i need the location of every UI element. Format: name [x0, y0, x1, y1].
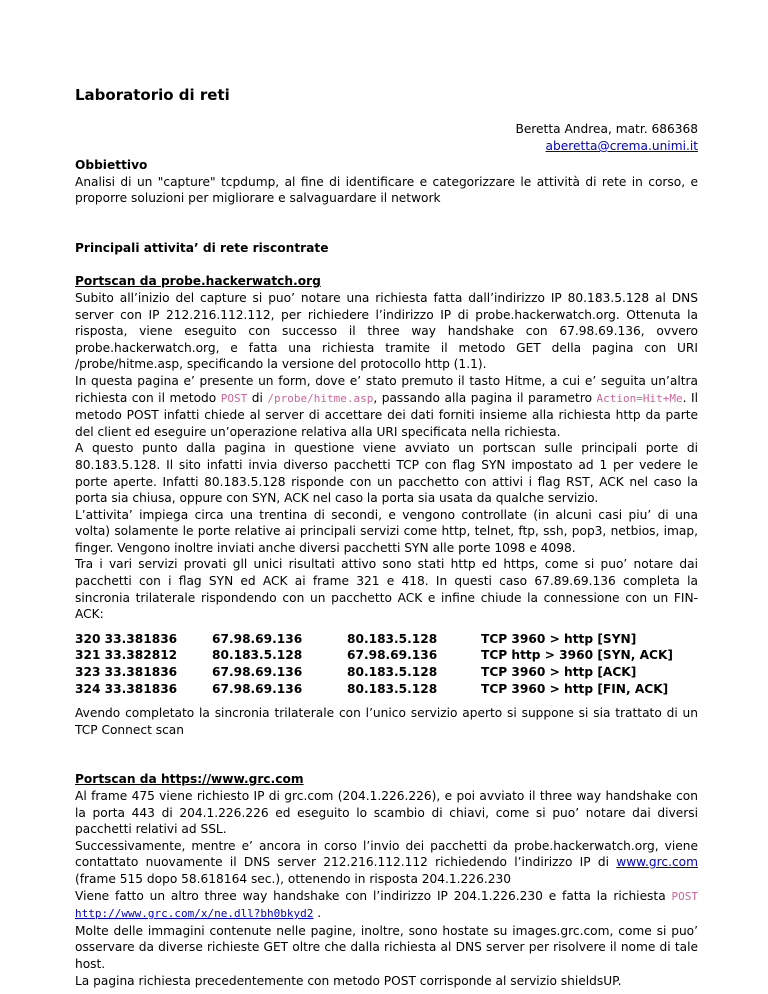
code-param: Action=Hit+Me: [596, 391, 683, 405]
section2-paragraph-5: La pagina richiesta precedentemente con metodo POST corrisponde al servizio shieldsUP.: [75, 973, 622, 988]
packet-table: [75, 631, 698, 697]
document-body: [75, 157, 698, 989]
section2-paragraph-1: Al frame 475 viene richiesto IP di grc.com (204.1.226.226), e poi avviato il three way handshake con la porta 443 di 204.1.226.226 ed eseguito lo scambio di chiavi, come si puo’ notare dai diversi pacchetti relativi ad SSL.: [75, 789, 698, 837]
author-block: [515, 121, 698, 155]
section2-heading: Portscan da https://www.grc.com: [75, 772, 304, 787]
table-row: 324 33.381836 67.98.69.136 80.183.5.128 TCP 3960 > http [FIN, ACK]: [75, 681, 669, 696]
table-row: 321 33.382812 80.183.5.128 67.98.69.136 TCP http > 3960 [SYN, ACK]: [75, 648, 673, 663]
section2-paragraph-2: Successivamente, mentre e’ ancora in corso l’invio dei pacchetti da probe.hackerwatch.org, viene contattato nuovamente il DNS server 212.216.112.112 richiedendo l’indirizzo IP di www.grc.com (frame 515 dopo 58.618164 sec.), ottenendo in risposta 204.1.226.230: [75, 838, 698, 886]
section1-paragraph-1: Subito all’inizio del capture si puo’ notare una richiesta fatta dall’indirizzo IP 80.183.5.128 al DNS server con IP 212.216.112.112, per richiedere l’indirizzo IP di probe.hackerwatch.org. Ottenuta la risposta, viene eseguito con successo il three way handshake con 67.98.69.136, ovvero probe.hackerwatch.org, e fatta una richiesta tramite il metodo GET della pagina con URI /probe/hitme.asp, specificando la versione del protocollo http (1.1).: [75, 290, 698, 372]
document-title: Laboratorio di reti: [75, 86, 230, 104]
code-uri: /probe/hitme.asp: [267, 391, 374, 405]
code-post: POST: [671, 889, 698, 903]
section1-paragraph-3: A questo punto dalla pagina in questione viene avviato un portscan sulle principali porte di 80.183.5.128. Il sito infatti invia diverso pacchetti TCP con flag SYN impostato ad 1 per vedere le porte aperte. Infatti 80.183.5.128 risponde con un pacchetto con attivi i flag RST, ACK nel caso la porta sia chiusa, oppure con SYN, ACK nel caso la porta sia usata da qualche servizio.: [75, 441, 698, 506]
code-post: POST: [220, 391, 248, 405]
section2-paragraph-4: Molte delle immagini contenute nelle pagine, inoltre, sono hostate su images.grc.com, come si puo’ osservare da diverse richieste GET oltre che dalla richiesta al DNS server per risolvere il nome di tale host.: [75, 923, 698, 971]
section2-paragraph-3: Viene fatto un altro three way handshake con l’indirizzo IP 204.1.226.230 e fatta la richiesta POST http://www.grc.com/x/ne.dll?bh0bkyd2 .: [75, 888, 698, 921]
objective-heading: Obbiettivo: [75, 158, 148, 172]
section1-paragraph-2: In questa pagina e’ presente un form, dove e’ stato premuto il tasto Hitme, a cui e’ seguita un’altra richiesta con il metodo POST di /probe/hitme.asp, passando alla pagina il parametro Action=Hit+Me. Il metodo POST infatti chiede al server di accettare dei dati forniti insieme alla richiesta http da parte del client ed eseguire un’operazione relativa alla URI specificata nella richiesta.: [75, 373, 698, 439]
table-row: 320 33.381836 67.98.69.136 80.183.5.128 TCP 3960 > http [SYN]: [75, 631, 637, 646]
author-name: Beretta Andrea, matr. 686368: [515, 122, 698, 136]
section1-paragraph-6: Avendo completato la sincronia trilaterale con l’unico servizio aperto si suppone si sia trattato di un TCP Connect scan: [75, 706, 698, 737]
grc-link[interactable]: www.grc.com: [616, 855, 698, 870]
section1-paragraph-5: Tra i vari servizi provati gll unici risultati attivo sono stati http ed https, come si puo’ notare dai pacchetti con i flag SYN ed ACK ai frame 321 e 418. In questi caso 67.89.69.136 completa la sincronia trilaterale rispondendo con un pacchetto ACK e infine chiude la connessione con un FIN-ACK:: [75, 557, 698, 622]
objective-text: Analisi di un "capture" tcpdump, al fine di identificare e categorizzare le attività di rete in corso, e proporre soluzioni per migliorare e salvaguardare il network: [75, 174, 698, 206]
section1-paragraph-4: L’attivita’ impiega circa una trentina di secondi, e vengono controllate (in alcuni casi piu’ di una volta) solamente le porte relative ai principali servizi come http, telnet, ftp, ssh, pop3, netbios, imap, finger. Vengono inoltre inviati anche diversi pacchetti SYN alle porte 1098 e 4098.: [75, 507, 698, 555]
main-section-heading: Principali attivita’ di rete riscontrate: [75, 240, 329, 255]
section1-heading: Portscan da probe.hackerwatch.org: [75, 274, 321, 289]
table-row: 323 33.381836 67.98.69.136 80.183.5.128 TCP 3960 > http [ACK]: [75, 665, 637, 680]
grc-post-url-link[interactable]: http://www.grc.com/x/ne.dll?bh0bkyd2: [75, 907, 314, 921]
author-email-link[interactable]: aberetta@crema.unimi.it: [545, 139, 698, 153]
